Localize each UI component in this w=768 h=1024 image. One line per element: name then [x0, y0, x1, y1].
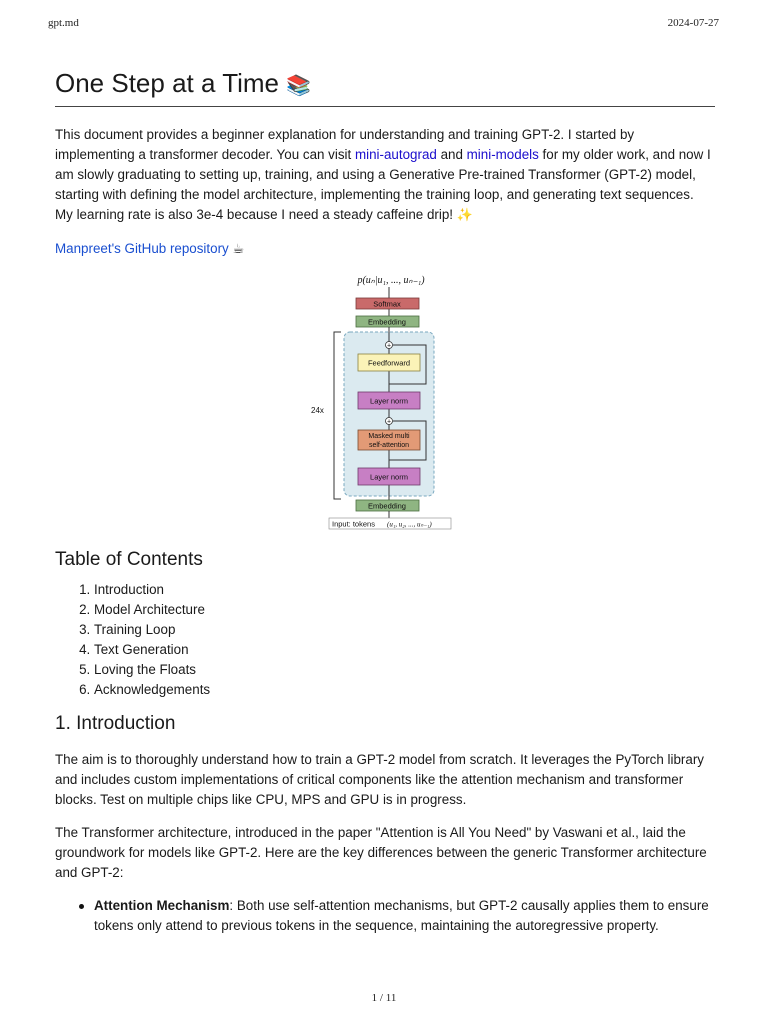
repo-paragraph — [55, 239, 715, 260]
page-number: 1 / 11 — [371, 992, 397, 1004]
differences-list — [55, 896, 715, 936]
attention-mechanism-label: Attention Mechanism — [94, 898, 230, 913]
books-icon: 📚 — [286, 73, 312, 97]
header-filename: gpt.md — [48, 17, 79, 29]
repeat-label: 24x — [311, 406, 324, 415]
masked-attention-label-2: self-attention — [368, 442, 410, 449]
mini-autograd-link[interactable]: mini-autograd — [354, 147, 437, 162]
softmax-label: Softmax — [373, 299, 401, 309]
input-math: (u₁, u₂, ..., uₙ₋₁) — [387, 520, 432, 529]
gpt2-architecture-figure — [55, 270, 715, 532]
sparkles-icon: ✨ — [456, 208, 473, 223]
diagram-output-label: p(uₙ|u₁, ..., uₙ₋₁) — [357, 275, 425, 286]
input-label: Input: tokens — [332, 519, 375, 529]
toc-item-loving-the-floats: 5. Loving the Floats — [94, 660, 715, 680]
intro-paragraph — [55, 125, 715, 226]
toc-item-acknowledgements: 6. Acknowledgements — [94, 680, 715, 700]
toc-heading: Table of Contents — [55, 549, 203, 570]
aim-paragraph: The aim is to thoroughly understand how to train a GPT-2 model from scratch. It leverages the PyTorch library and includes custom implementations of critical components like the attention mechanism and transformer blocks. Test on multiple chips like CPU, MPS and GPU is in progress. — [55, 752, 704, 807]
layer-norm-top-label: Layer norm — [370, 396, 408, 406]
page-title-text: One Step at a Time — [55, 68, 280, 98]
print-header — [48, 17, 719, 29]
header-date: 2024-07-27 — [667, 17, 719, 29]
repeat-bracket — [334, 332, 341, 499]
bottom-embedding-label: Embedding — [368, 501, 406, 511]
toc-item-text-generation: 4. Text Generation — [94, 640, 715, 660]
masked-attention-label-1: Masked multi — [368, 433, 410, 440]
coffee-icon: ☕ — [232, 242, 245, 257]
toc-item-introduction: 1. Introduction — [94, 580, 715, 600]
attention-mechanism-item — [94, 896, 715, 936]
toc-list — [55, 580, 715, 700]
feedforward-label: Feedforward — [367, 358, 411, 368]
layer-norm-bottom-label: Layer norm — [370, 472, 408, 482]
toc-item-model-architecture: 2. Model Architecture — [94, 600, 715, 620]
intro-text-2: and — [436, 147, 467, 162]
attention-mechanism-text: : Both use self-attention mechanisms, but GPT-2 causally applies them to ensure tokens only attend to previous tokens in the sequence, maintaining the autoregressive property. — [94, 898, 709, 933]
top-embedding-label: Embedding — [368, 317, 406, 327]
mini-models-link[interactable]: mini-models — [466, 147, 539, 162]
github-repo-link[interactable]: Manpreet's GitHub repository — [55, 241, 229, 256]
transformer-paragraph: The Transformer architecture, introduced in the paper "Attention is All You Need" by Vaswani et al., laid the groundwork for models like GPT-2. Here are the key differences between the generic Transformer architecture and GPT-2: — [55, 825, 707, 880]
page-title — [55, 66, 715, 107]
residual-add-bottom-symbol: + — [386, 418, 392, 426]
toc-item-training-loop: 3. Training Loop — [94, 620, 715, 640]
gpt2-architecture-diagram — [305, 270, 455, 532]
intro-text-1: This document provides a beginner explanation for understanding and training GPT-2. I started by implementing a transformer decoder. You can visit — [55, 127, 635, 162]
document-body — [55, 66, 715, 936]
intro-text-3: for my older work, and now I am slowly graduating to setting up, training, and using a Generative Pre-trained Transformer (GPT-2) model, starting with defining the model architecture, implementing the training loop, and generating text sequences. My learning rate is also 3e-4 because I need a steady caffeine drip! — [55, 147, 711, 222]
section-introduction-heading: 1. Introduction — [55, 713, 176, 734]
residual-add-top-symbol: + — [386, 342, 392, 350]
